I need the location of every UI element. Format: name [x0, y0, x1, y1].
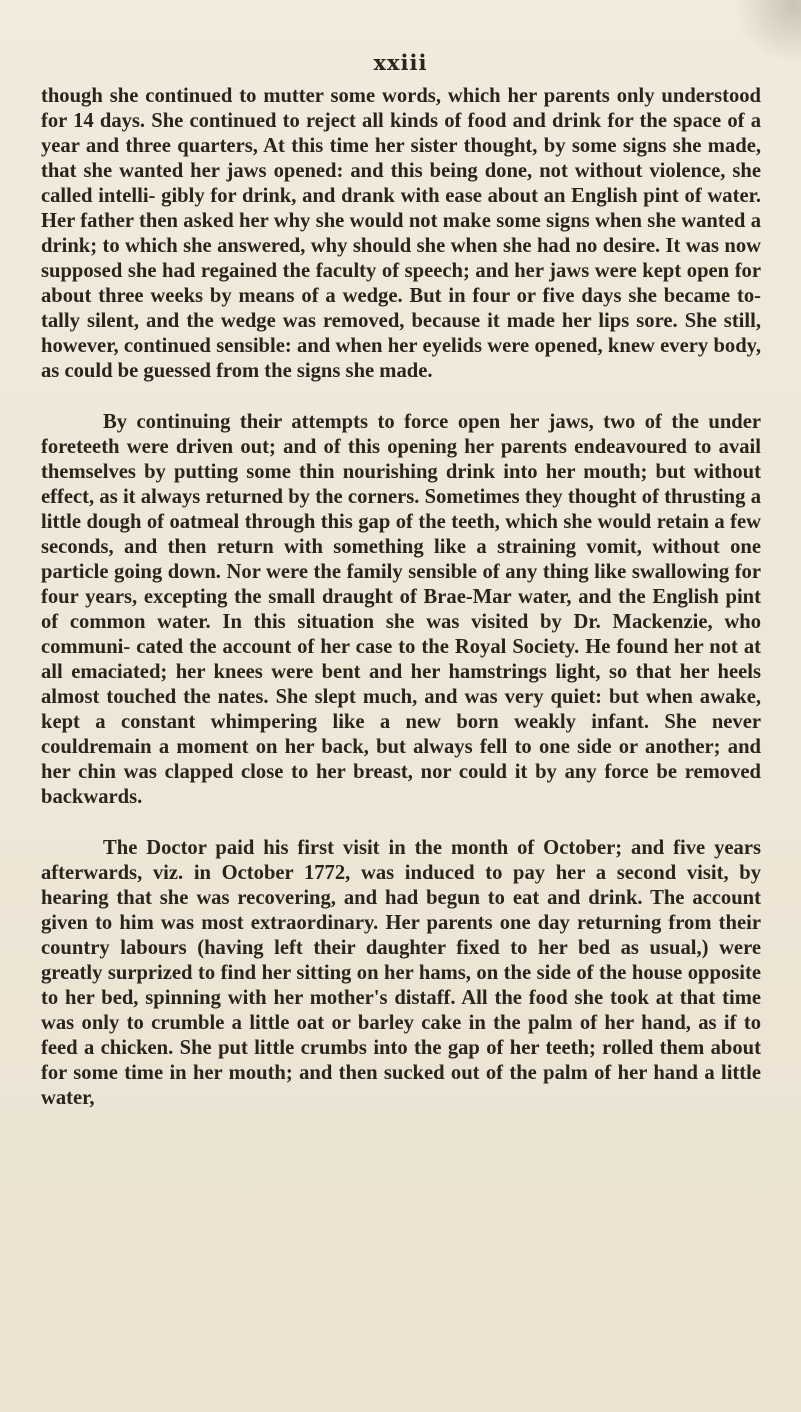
body-text — [41, 84, 761, 1111]
page-number: xxiii — [373, 50, 428, 75]
paragraph-2: By continuing their attempts to force open her jaws, two of the under foreteeth were driven out; and of this opening her parents endeavoured to avail themselves by putting some thin nourishing drink into her mouth; but without effect, as it always returned by the corners. Sometimes they thought of thrusting a little dough of oatmeal through this gap of the teeth, which she would retain a few seconds, and then return with something like a straining vomit, without one particle going down. Nor were the family sensible of any thing like swallowing for four years, excepting the small draught of Brae-Mar water, and the English pint of common water. In this situation she was visited by Dr. Mackenzie, who communi- cated the account of her case to the Royal Society. He found her not at all emaciated; her knees were bent and her hamstrings light, so that her heels almost touched the nates. She slept much, and was very quiet: but when awake, kept a constant whimpering like a new born weakly infant. She never couldremain a moment on her back, but always fell to one side or another; and her chin was clapped close to her breast, nor could it by any force be removed backwards. — [41, 411, 761, 808]
paragraph-1: though she continued to mutter some words, which her parents only understood for 14 days. She continued to reject all kinds of food and drink for the space of a year and three quarters, At this time her sister thought, by some signs she made, that she wanted her jaws opened: and this being done, not without violence, she called intelli- gibly for drink, and drank with ease about an English pint of water. Her father then asked her why she would not make some signs when she wanted a drink; to which she answered, why should she when she had no desire. It was now supposed she had regained the faculty of speech; and her jaws were kept open for about three weeks by means of a wedge. But in four or five days she became to- tally silent, and the wedge was removed, because it made her lips sore. She still, however, continued sensible: and when her eyelids were opened, knew every body, as could be guessed from the signs she made. — [41, 85, 761, 382]
paragraph-3: The Doctor paid his first visit in the month of October; and five years afterwards, viz. in October 1772, was induced to pay her a second visit, by hearing that she was recovering, and had begun to eat and drink. The account given to him was most extraordinary. Her parents one day returning from their country labours (having left their daughter fixed to her bed as usual,) were greatly surprized to find her sitting on her hams, on the side of the house opposite to her bed, spinning with her mother's distaff. All the food she took at that time was only to crumble a little oat or barley cake in the palm of her hand, as if to feed a chicken. She put little crumbs into the gap of her teeth; rolled them about for some time in her mouth; and then sucked out of the palm of her hand a little water, — [41, 837, 761, 1109]
